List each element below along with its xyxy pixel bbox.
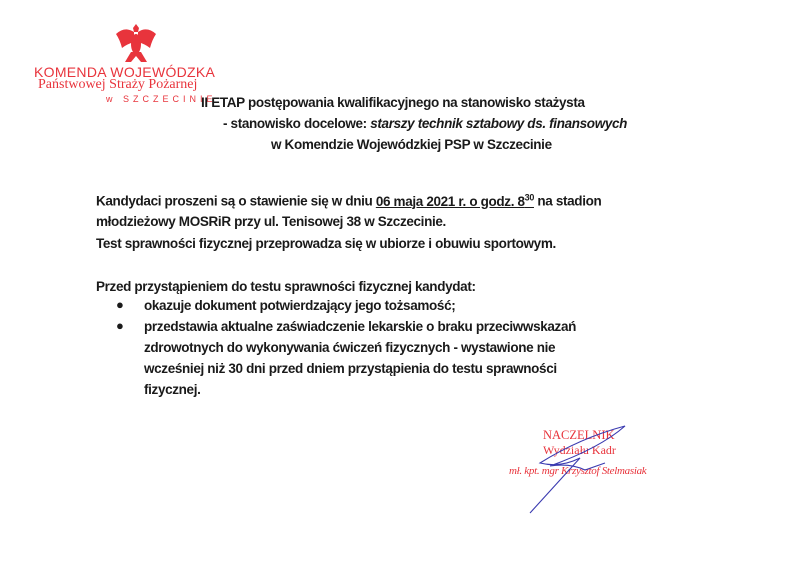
- eagle-emblem-icon: [113, 20, 159, 66]
- exam-date: 06 maja 2021 r. o godz. 8: [375, 193, 525, 209]
- title-prefix: - stanowisko docelowe:: [223, 116, 371, 131]
- text: na stadion: [533, 193, 602, 209]
- list-item-cont: fizycznej.: [144, 382, 201, 397]
- signature-dept: Wydziału Kadr: [543, 443, 616, 457]
- title-line-2: [223, 116, 627, 131]
- signature-title: NACZELNIK: [543, 428, 615, 442]
- para1-line-1: [96, 192, 601, 209]
- exam-time-minutes: 30: [524, 192, 534, 202]
- stamp-line-3: w SZCZECINIE: [106, 94, 217, 104]
- list-item-cont: zdrowotnych do wykonywania ćwiczeń fizycznych - wystawione nie: [144, 340, 556, 355]
- title-line-3: w Komendzie Wojewódzkiej PSP w Szczecinie: [271, 137, 552, 152]
- text: Kandydaci proszeni są o stawienie się w dniu: [96, 193, 376, 209]
- para2-intro: Przed przystąpieniem do testu sprawności fizycznej kandydat:: [96, 279, 476, 294]
- bullet-icon: ●: [116, 318, 124, 333]
- list-item: przedstawia aktualne zaświadczenie lekarskie o braku przeciwwskazań: [144, 319, 577, 334]
- list-item-cont: wcześniej niż 30 dni przed dniem przystąpienia do testu sprawności: [144, 361, 557, 376]
- para1-line-2: młodzieżowy MOSRiR przy ul. Tenisowej 38 w Szczecinie.: [96, 214, 446, 229]
- stamp-line-1: KOMENDA WOJEWÓDZKA: [34, 64, 216, 80]
- bullet-icon: ●: [116, 297, 124, 312]
- signature-name: mł. kpt. mgr Krzysztof Stelmasiak: [509, 465, 647, 477]
- title-line-1: II ETAP postępowania kwalifikacyjnego na stanowisko stażysta: [201, 95, 585, 110]
- stamp-line-2: Państwowej Straży Pożarnej: [38, 77, 198, 92]
- position-name: starszy technik sztabowy ds. finansowych: [370, 116, 628, 131]
- list-item: okazuje dokument potwierdzający jego tożsamość;: [144, 298, 456, 313]
- para1-line-3: Test sprawności fizycznej przeprowadza się w ubiorze i obuwiu sportowym.: [96, 236, 556, 251]
- handwritten-signature: [520, 418, 640, 518]
